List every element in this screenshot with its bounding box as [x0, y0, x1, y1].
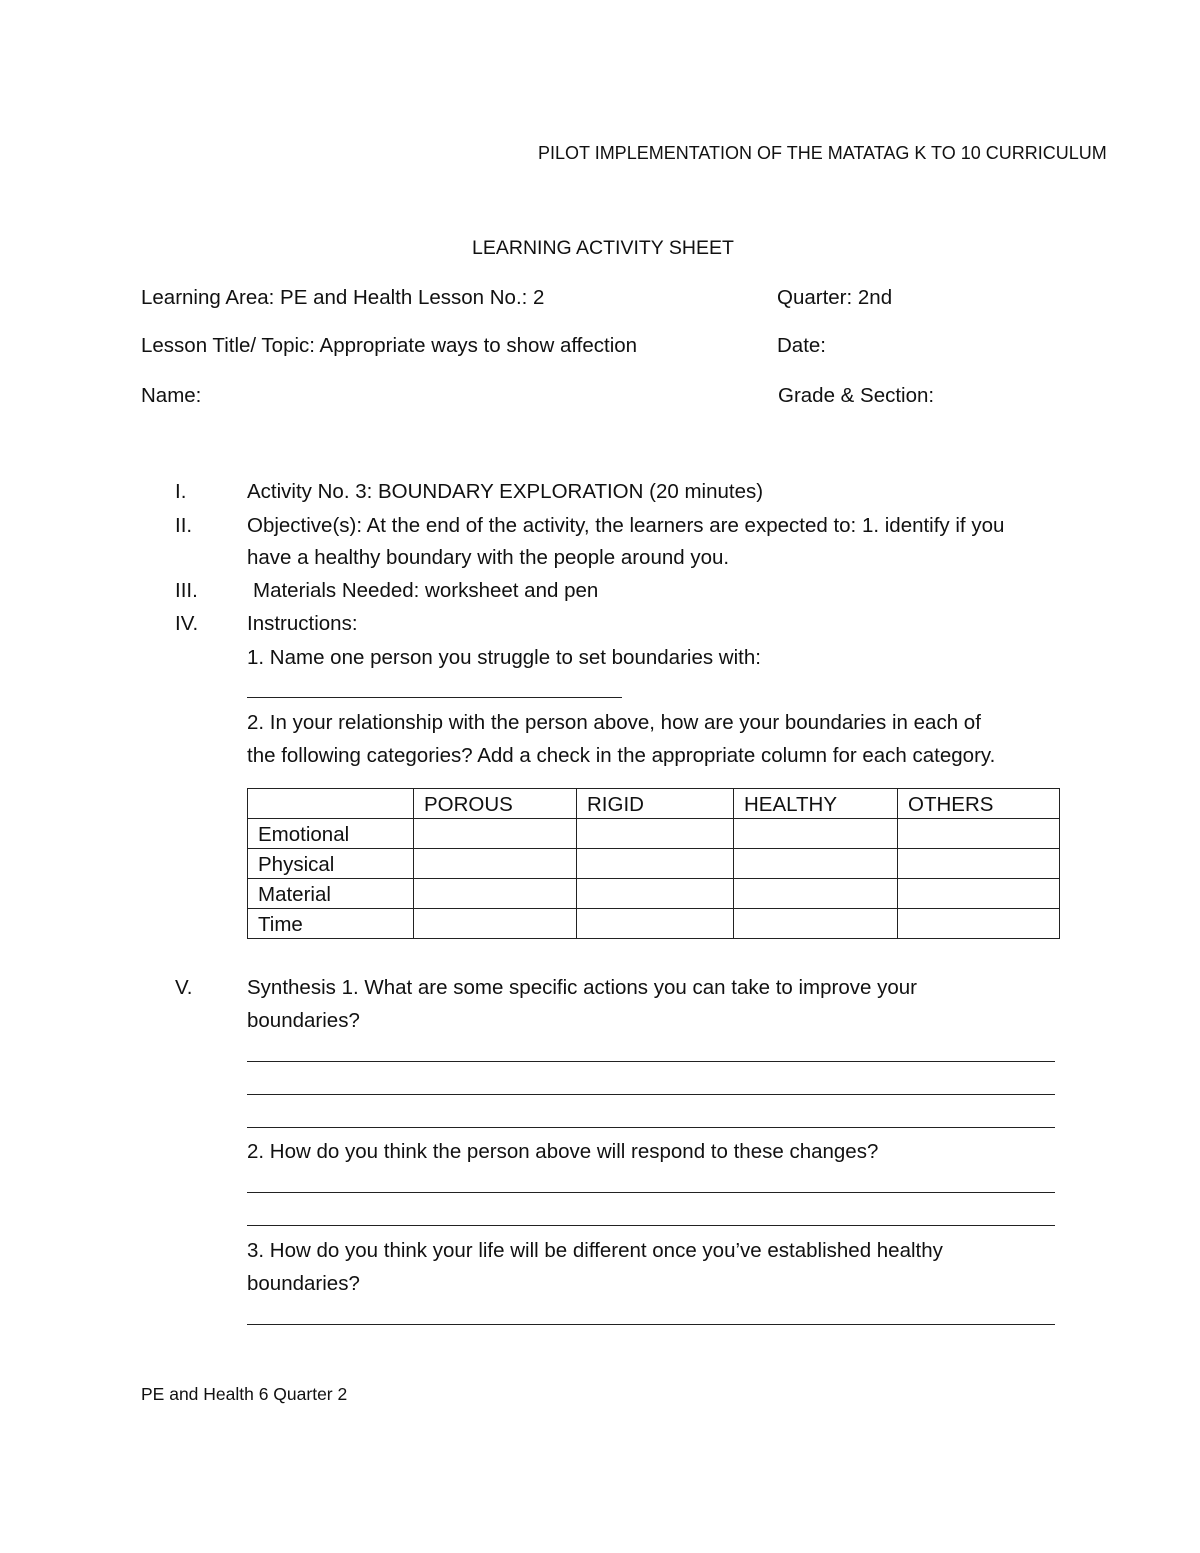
synthesis-question: Synthesis 1. What are some specific actions you can take to improve your [247, 976, 917, 999]
learning-area-label: Learning Area: PE and Health Lesson No.: 2 [141, 286, 545, 309]
table-row [248, 879, 1060, 909]
section-numeral: V. [175, 976, 193, 999]
section-numeral: I. [175, 480, 187, 503]
check-cell[interactable] [414, 879, 577, 909]
check-cell[interactable] [734, 909, 898, 939]
grade-section-label: Grade & Section: [778, 384, 935, 407]
row-label: Emotional [248, 819, 414, 849]
synthesis-question: boundaries? [247, 1272, 360, 1295]
answer-line[interactable] [247, 1094, 1055, 1095]
check-cell[interactable] [414, 909, 577, 939]
section-numeral: II. [175, 514, 193, 537]
section-numeral: III. [175, 579, 198, 602]
lesson-title-label: Lesson Title/ Topic: Appropriate ways to show affection [141, 334, 638, 357]
instruction-question: the following categories? Add a check in the appropriate column for each category. [247, 744, 996, 767]
check-cell[interactable] [734, 849, 898, 879]
answer-line[interactable] [247, 1225, 1055, 1226]
check-cell[interactable] [577, 849, 734, 879]
section-numeral: IV. [175, 612, 199, 635]
table-header-cell: OTHERS [898, 789, 1060, 819]
table-header-cell: POROUS [414, 789, 577, 819]
page-footer: PE and Health 6 Quarter 2 [141, 1384, 348, 1404]
date-label: Date: [777, 334, 826, 357]
table-row [248, 849, 1060, 879]
table-header-cell: RIGID [577, 789, 734, 819]
answer-line[interactable] [247, 1192, 1055, 1193]
answer-line[interactable] [247, 1061, 1055, 1062]
activity-title: Activity No. 3: BOUNDARY EXPLORATION (20 minutes) [247, 480, 764, 503]
synthesis-question: 3. How do you think your life will be different once you’ve established healthy [247, 1239, 943, 1262]
check-cell[interactable] [734, 819, 898, 849]
answer-line[interactable] [247, 1324, 1055, 1325]
check-cell[interactable] [898, 879, 1060, 909]
table-header-row [248, 789, 1060, 819]
check-cell[interactable] [577, 819, 734, 849]
synthesis-question: boundaries? [247, 1009, 360, 1032]
instruction-question: 2. In your relationship with the person above, how are your boundaries in each of [247, 711, 981, 734]
objective-text: have a healthy boundary with the people around you. [247, 546, 730, 569]
table-row [248, 819, 1060, 849]
check-cell[interactable] [734, 879, 898, 909]
quarter-label: Quarter: 2nd [777, 286, 893, 309]
row-label: Physical [248, 849, 414, 879]
check-cell[interactable] [577, 909, 734, 939]
instructions-heading: Instructions: [247, 612, 358, 635]
answer-line[interactable] [247, 697, 622, 698]
name-label: Name: [141, 384, 202, 407]
check-cell[interactable] [898, 909, 1060, 939]
answer-line[interactable] [247, 1127, 1055, 1128]
table-header-cell: HEALTHY [734, 789, 898, 819]
synthesis-question: 2. How do you think the person above will respond to these changes? [247, 1140, 879, 1163]
check-cell[interactable] [577, 879, 734, 909]
sheet-title: LEARNING ACTIVITY SHEET [472, 237, 734, 259]
boundaries-table [247, 788, 1060, 939]
row-label: Material [248, 879, 414, 909]
row-label: Time [248, 909, 414, 939]
objective-text: Objective(s): At the end of the activity, the learners are expected to: 1. identify if you [247, 514, 1005, 537]
check-cell[interactable] [414, 819, 577, 849]
running-header: PILOT IMPLEMENTATION OF THE MATATAG K TO 10 CURRICULUM [538, 143, 1107, 163]
check-cell[interactable] [414, 849, 577, 879]
table-header-cell [248, 789, 414, 819]
check-cell[interactable] [898, 849, 1060, 879]
materials-text: Materials Needed: worksheet and pen [253, 579, 599, 602]
check-cell[interactable] [898, 819, 1060, 849]
table-row [248, 909, 1060, 939]
instruction-question: 1. Name one person you struggle to set boundaries with: [247, 646, 761, 669]
